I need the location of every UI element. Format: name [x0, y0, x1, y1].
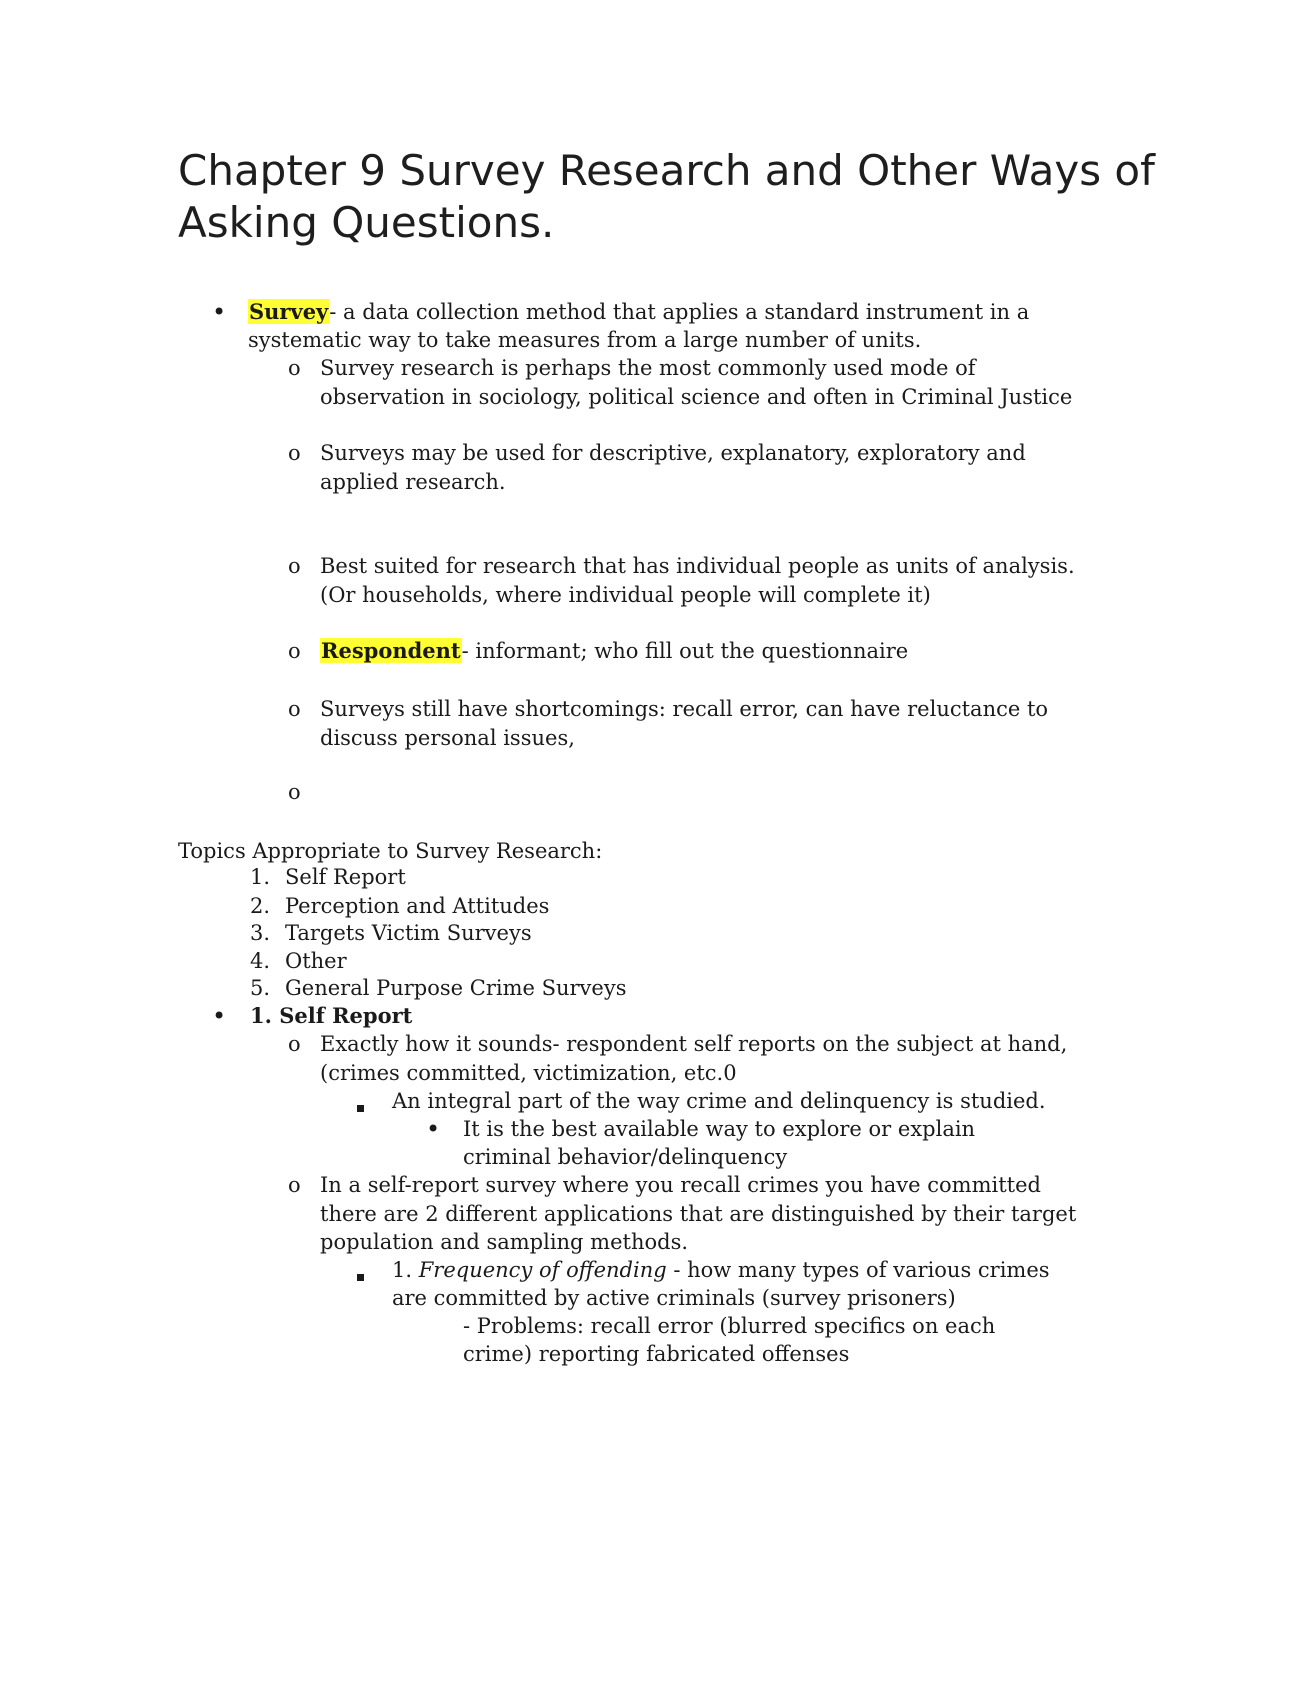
frequency-of-offending-line-2: are committed by active criminals (survey prisoners): [392, 1286, 956, 1310]
problems-line-2: crime) reporting fabricated offenses: [463, 1342, 850, 1366]
survey-term-highlight: Survey: [249, 299, 329, 324]
topic-number: 5.: [250, 976, 271, 1000]
frequency-of-offending-text: - how many types of various crimes: [666, 1258, 1050, 1282]
circle-marker: o: [288, 554, 301, 578]
self-report-b-line-3: population and sampling methods.: [320, 1230, 689, 1254]
survey-definition-line-2: systematic way to take measures from a large number of units.: [248, 328, 922, 352]
bullet-marker: •: [426, 1115, 441, 1143]
circle-marker: o: [288, 1173, 301, 1197]
circle-marker: o: [288, 639, 301, 663]
self-report-a-dot-line-2: criminal behavior/delinquency: [463, 1145, 788, 1169]
self-report-a-dot-line-1: It is the best available way to explore or explain: [463, 1117, 976, 1141]
survey-definition-text: - a data collection method that applies a standard instrument in a: [329, 300, 1030, 324]
topic-item-other: Other: [285, 949, 347, 973]
self-report-b-line-2: there are 2 different applications that are distinguished by their target: [320, 1202, 1077, 1226]
self-report-a-line-2: (crimes committed, victimization, etc.0: [320, 1061, 737, 1085]
circle-marker: o: [288, 1032, 301, 1056]
self-report-b-line-1: In a self-report survey where you recall crimes you have committed: [320, 1173, 1041, 1197]
topic-item-self-report: Self Report: [285, 865, 406, 889]
frequency-number: 1.: [392, 1258, 419, 1282]
respondent-definition: [320, 636, 908, 666]
circle-marker: o: [288, 441, 301, 465]
survey-sub-a-line-2: observation in sociology, political science and often in Criminal Justice: [320, 385, 1073, 409]
problems-line-1: - Problems: recall error (blurred specifics on each: [463, 1314, 996, 1338]
page-title-line-1: Chapter 9 Survey Research and Other Ways of: [178, 146, 1155, 195]
self-report-heading: 1. Self Report: [250, 1003, 413, 1028]
topic-item-perception: Perception and Attitudes: [285, 894, 550, 918]
survey-sub-a-line-1: Survey research is perhaps the most commonly used mode of: [320, 356, 976, 380]
topics-heading: Topics Appropriate to Survey Research:: [178, 839, 603, 863]
survey-sub-e-line-2: discuss personal issues,: [320, 726, 575, 750]
topic-item-general-purpose: General Purpose Crime Surveys: [285, 976, 627, 1000]
respondent-term-highlight: Respondent: [321, 638, 461, 663]
survey-sub-e-line-1: Surveys still have shortcomings: recall error, can have reluctance to: [320, 697, 1049, 721]
page-title-line-2: Asking Questions.: [178, 198, 555, 247]
survey-sub-b-line-1: Surveys may be used for descriptive, explanatory, exploratory and: [320, 441, 1026, 465]
self-report-a-square-item: An integral part of the way crime and delinquency is studied.: [392, 1089, 1046, 1113]
self-report-a-line-1: Exactly how it sounds- respondent self reports on the subject at hand,: [320, 1032, 1068, 1056]
survey-sub-c-line-1: Best suited for research that has individual people as units of analysis.: [320, 554, 1075, 578]
square-bullet-marker: [357, 1097, 364, 1116]
survey-sub-c-line-2: (Or households, where individual people will complete it): [320, 583, 931, 607]
survey-definition-line-1: [248, 297, 1029, 327]
empty-circle-marker: o: [288, 780, 301, 804]
topic-item-victim-surveys: Targets Victim Surveys: [285, 921, 532, 945]
frequency-of-offending-term: Frequency of offending: [418, 1258, 667, 1282]
square-bullet-marker: [357, 1266, 364, 1285]
topic-number: 2.: [250, 894, 271, 918]
survey-sub-b-line-2: applied research.: [320, 470, 506, 494]
topic-number: 4.: [250, 949, 271, 973]
circle-marker: o: [288, 697, 301, 721]
topic-number: 1.: [250, 865, 271, 889]
bullet-marker: •: [212, 298, 227, 326]
bullet-marker: •: [212, 1002, 227, 1030]
circle-marker: o: [288, 356, 301, 380]
respondent-definition-text: - informant; who fill out the questionnaire: [461, 639, 909, 663]
topic-number: 3.: [250, 921, 271, 945]
frequency-of-offending-line-1: [392, 1255, 1050, 1285]
